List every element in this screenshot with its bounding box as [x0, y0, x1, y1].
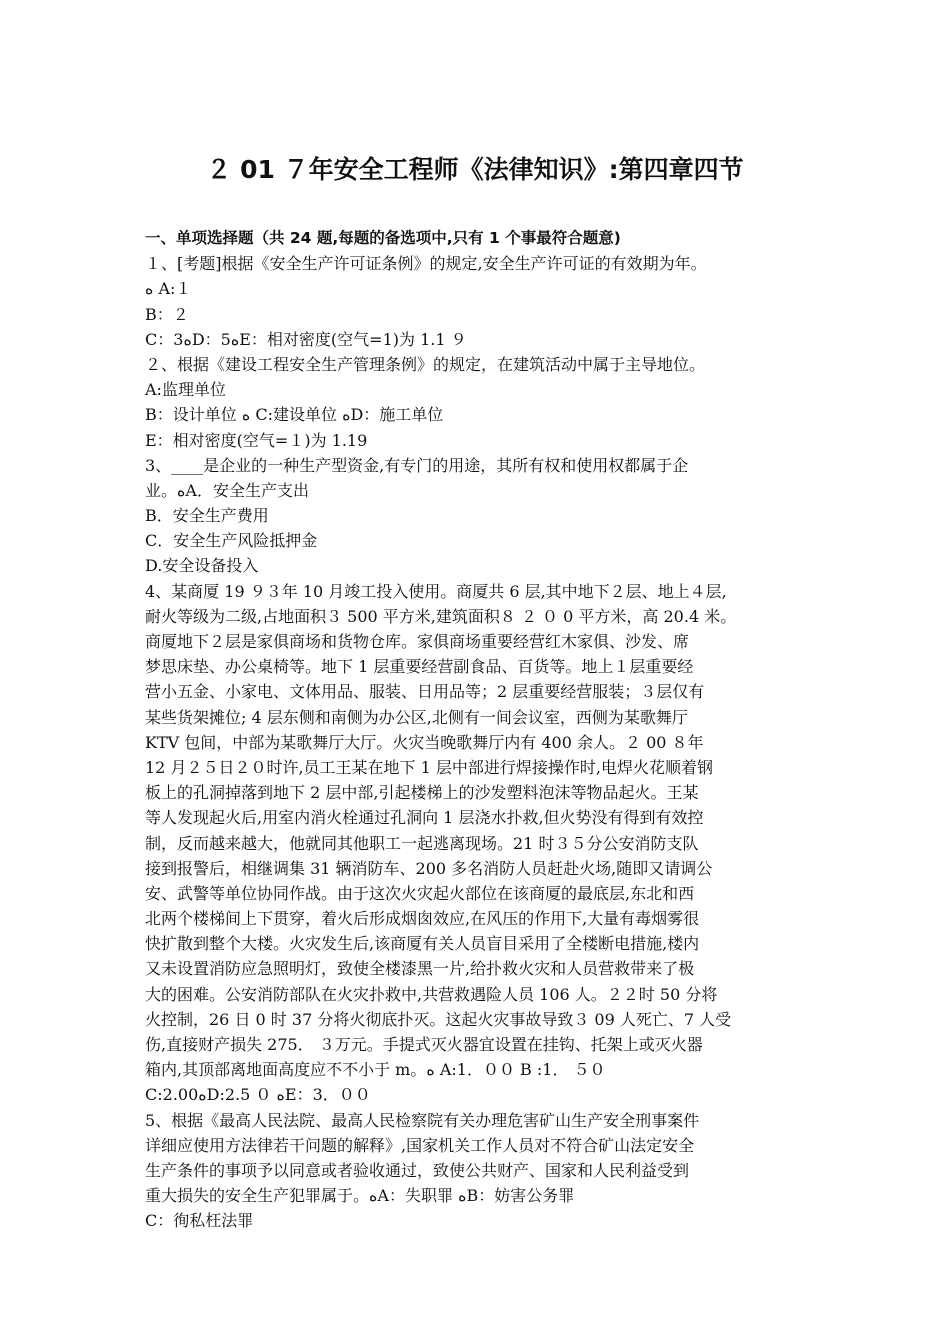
text-line: 详细应使用方法律若干问题的解释》,国家机关工作人员对不符合矿山法定安全 [145, 1135, 695, 1155]
text-line: 生产条件的事项予以同意或者验收通过，致使公共财产、国家和人民利益受到 [145, 1160, 690, 1180]
text-line: 4、某商厦 19 ９３年 10 月竣工投入使用。商厦共 6 层,其中地下２层、地上４层, [145, 581, 727, 601]
text-line: D.安全设备投入 [145, 556, 259, 576]
text-line: ２、根据《建设工程安全生产管理条例》的规定，在建筑活动中属于主导地位。 [145, 354, 706, 374]
text-line: 5、根据《最高人民法院、最高人民检察院有关办理危害矿山生产安全刑事案件 [145, 1110, 700, 1130]
text-line: 又未设置消防应急照明灯，致使全楼漆黑一片,给扑救火灾和人员营救带来了极 [145, 959, 695, 979]
text-line: 箱内,其顶部离地面高度应不不小于 m。ﻩ A:1．００ B :1． ５０ [145, 1060, 606, 1080]
text-line: 某些货架摊位; 4 层东侧和南侧为办公区,北侧有一间会议室，西侧为某歌舞厅 [145, 707, 688, 727]
text-line: 伤,直接财产损失 275． ３万元。手提式灭火器宜设置在挂钩、托架上或灭火器 [145, 1035, 703, 1054]
text-line: ﻩ A:１ [145, 279, 192, 299]
text-line: 3、____是企业的一种生产型资金,有专门的用途，其所有权和使用权都属于企 [145, 455, 689, 475]
text-line: 耐火等级为二级,占地面积３ 500 平方米,建筑面积８ ２ ０ 0 平方米，高 20.4 米。 [145, 606, 737, 626]
text-line: C．安全生产风险抵押金 [145, 531, 318, 551]
text-line: 制，反而越来越大，他就同其他职工一起逃离现场。21 时３５分公安消防支队 [145, 833, 699, 853]
text-line: 12 月２５日２０时许,员工王某在地下 1 层中部进行焊接操作时,电焊火花顺着钢 [145, 757, 713, 777]
section-heading: 一、单项选择题（共 24 题,每题的备选项中,只有 1 个事最符合题意) [145, 229, 621, 247]
text-line: B．安全生产费用 [145, 506, 269, 526]
text-line: E：相对密度(空气=１)为 1.19 [145, 430, 368, 450]
text-line: C:2.00ﻩD:2.5 ０ ﻩE：3．００ [145, 1085, 371, 1105]
text-line: 快扩散到整个大楼。火灾发生后,该商厦有关人员盲目采用了全楼断电措施,楼内 [145, 934, 700, 954]
text-line: A:监理单位 [145, 380, 226, 400]
text-line: 接到报警后，相继调集 31 辆消防车、200 多名消防人员赶赴火场,随即又请调公 [145, 858, 713, 878]
text-line: 营小五金、小家电、文体用品、服装、日用品等；2 层重要经营服装；３层仅有 [145, 682, 705, 702]
document-body [145, 226, 825, 1234]
text-line: 商厦地下２层是家俱商场和货物仓库。家俱商场重要经营红木家俱、沙发、席 [145, 632, 690, 651]
text-line: C：徇私枉法罪 [145, 1211, 254, 1231]
text-line: 梦思床垫、办公桌椅等。地下 1 层重要经营副食品、百货等。地上１层重要经 [145, 657, 694, 677]
text-line: １、[考题]根据《安全生产许可证条例》的规定,安全生产许可证的有效期为年。 [145, 254, 707, 274]
text-line: C：3ﻩD：5ﻩE：相对密度(空气=1)为 1.1 ９ [145, 329, 467, 349]
text-line: 大的困难。公安消防部队在火灾扑救中,共营救遇险人员 106 人。２２时 50 分将 [145, 984, 718, 1004]
text-line: 板上的孔洞掉落到地下 2 层中部,引起楼梯上的沙发塑料泡沫等物品起火。王某 [145, 783, 699, 803]
text-line: B：２ [145, 304, 189, 324]
question-lines [145, 251, 825, 1233]
document-title: ２ 01 ７年安全工程师《法律知识》:第四章四节 [206, 155, 744, 184]
text-line: 业。ﻩA．安全生产支出 [145, 480, 309, 500]
text-line: 火控制，26 日 0 时 37 分将火彻底扑灭。这起火灾事故导致３ 09 人死亡、7 人受 [145, 1009, 732, 1029]
text-line: B：设计单位 ﻩ C:建设单位 ﻩD：施工单位 [145, 405, 444, 425]
text-line: 重大损失的安全生产犯罪属于。ﻩA：失职罪 ﻩB：妨害公务罪 [145, 1186, 575, 1206]
text-line: KTV 包间，中部为某歌舞厅大厅。火灾当晚歌舞厅内有 400 余人。２ 00 ８年 [145, 732, 704, 752]
text-line: 等人发现起火后,用室内消火栓通过孔洞向 1 层浇水扑救,但火势没有得到有效控 [145, 808, 704, 828]
text-line: 安、武警等单位协同作战。由于这次火灾起火部位在该商厦的最底层,东北和西 [145, 883, 695, 903]
text-line: 北两个楼梯间上下贯穿，着火后形成烟囱效应,在风压的作用下,大量有毒烟雾很 [145, 909, 700, 929]
